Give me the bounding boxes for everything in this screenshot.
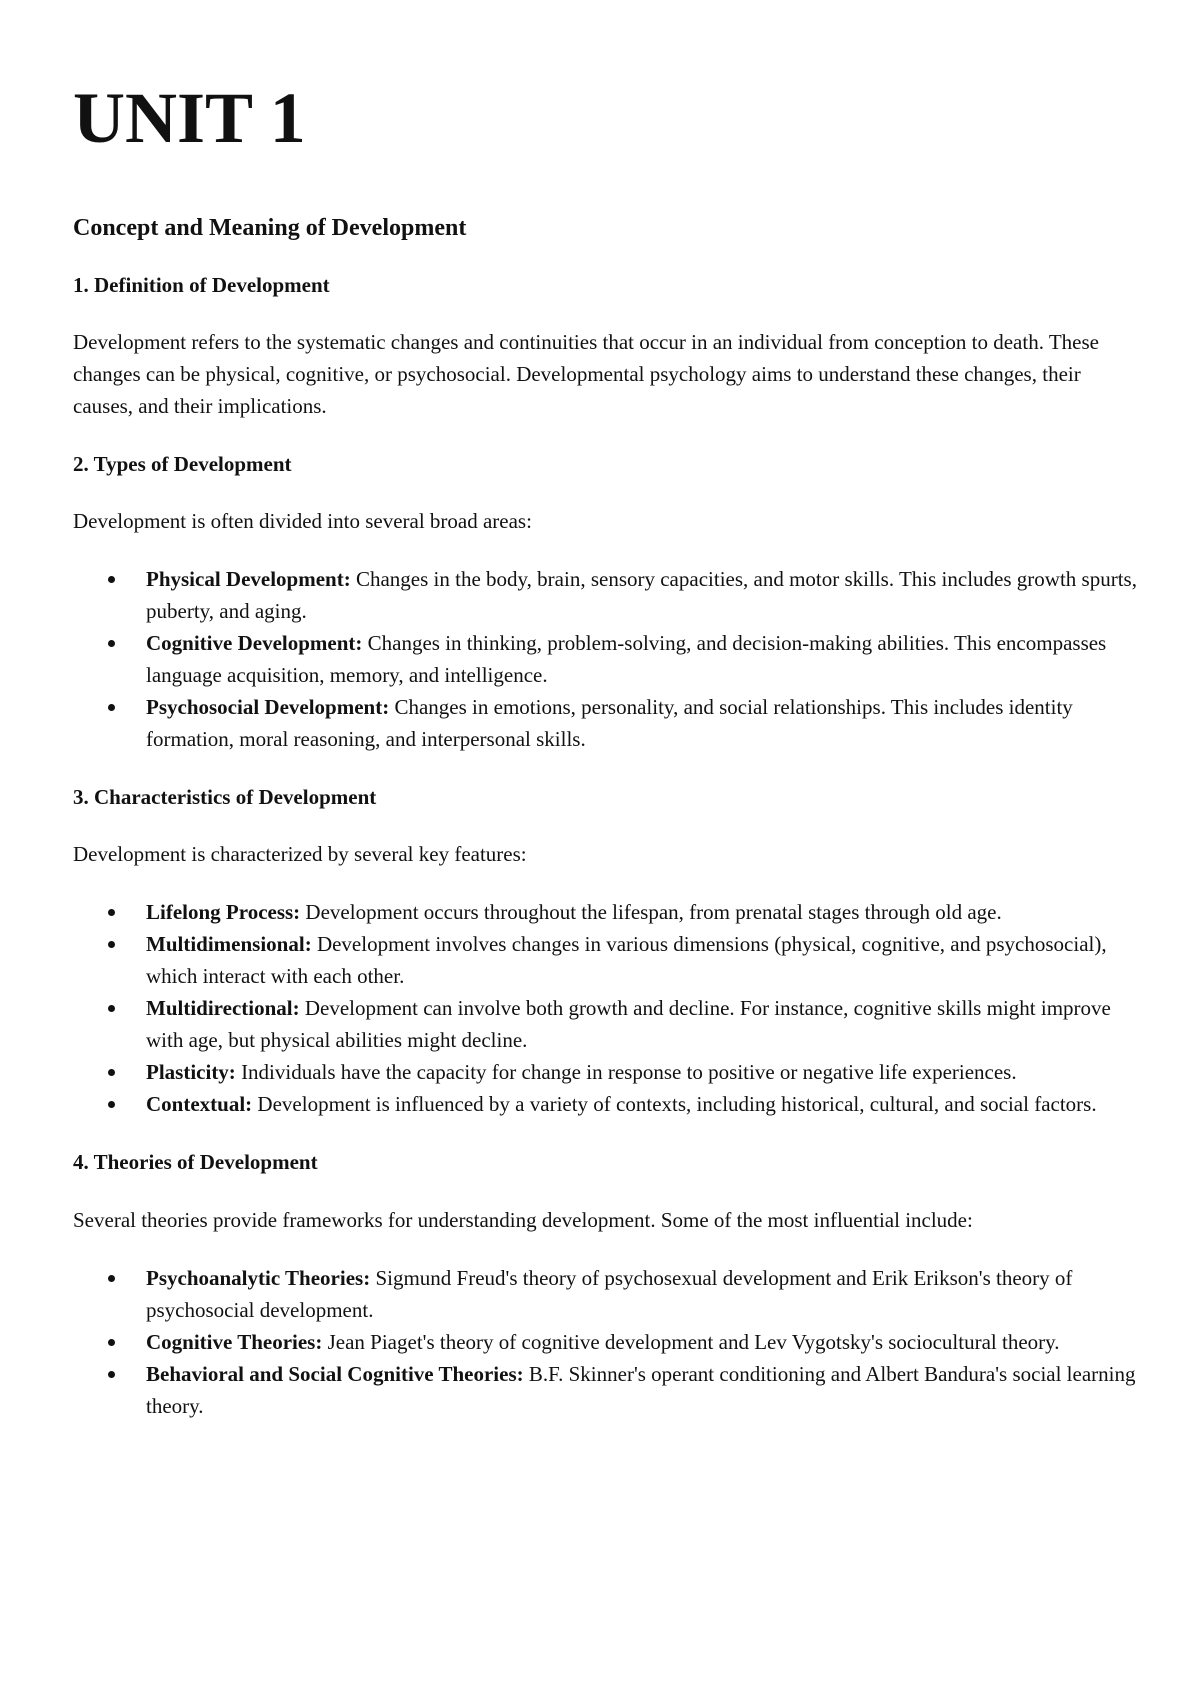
- main-heading: Concept and Meaning of Development: [73, 215, 467, 241]
- list-item-term: Contextual:: [146, 1092, 253, 1117]
- list-item-text: Development involves changes in various dimensions (physical, cognitive, and psychosocial), which interact with each other.: [146, 932, 1107, 989]
- section-heading: 3. Characteristics of Development: [73, 785, 377, 810]
- bullet-icon: [108, 1275, 115, 1282]
- list-item-text: B.F. Skinner's operant conditioning and Albert Bandura's social learning theory.: [146, 1361, 1136, 1418]
- list-item: [73, 1358, 1140, 1422]
- list-item-term: Psychosocial Development:: [146, 695, 390, 720]
- list-item-text: Changes in thinking, problem-solving, and decision-making abilities. This encompasses language acquisition, memory, and intelligence.: [146, 631, 1107, 688]
- section-characteristics: [73, 785, 1140, 1120]
- list-item-text: Changes in the body, brain, sensory capacities, and motor skills. This includes growth spurts, puberty, and aging.: [146, 567, 1137, 624]
- bullet-icon: [108, 640, 115, 647]
- list-item-term: Multidimensional:: [146, 932, 312, 957]
- list-item: [73, 1326, 1140, 1358]
- list-item: [73, 627, 1140, 691]
- bullet-icon: [108, 941, 115, 948]
- list-item: [73, 1262, 1140, 1326]
- bullet-icon: [108, 704, 115, 711]
- list-item-term: Cognitive Theories:: [146, 1329, 323, 1354]
- list-item: [73, 563, 1140, 627]
- list-item-text: Jean Piaget's theory of cognitive development and Lev Vygotsky's sociocultural theory.: [322, 1329, 1060, 1354]
- list-item-text: Development occurs throughout the lifespan, from prenatal stages through old age.: [300, 900, 1002, 925]
- section-paragraph: Development refers to the systematic changes and continuities that occur in an individual from conception to death. These changes can be physical, cognitive, or psychosocial. Developmental psychology aims to understand these changes, their causes, and their implications.: [73, 329, 1099, 418]
- bullet-icon: [108, 909, 115, 916]
- list-item-term: Multidirectional:: [146, 996, 300, 1021]
- unit-title: UNIT 1: [73, 78, 306, 158]
- list-item-text: Sigmund Freud's theory of psychosexual development and Erik Erikson's theory of psychosocial development.: [146, 1265, 1073, 1322]
- section-types: [73, 452, 1140, 755]
- section-paragraph: Several theories provide frameworks for understanding development. Some of the most influential include:: [73, 1207, 973, 1232]
- section-heading: 2. Types of Development: [73, 451, 292, 476]
- list-item-term: Plasticity:: [146, 1060, 236, 1085]
- section-theories: [73, 1150, 1140, 1421]
- section-paragraph: Development is often divided into several broad areas:: [73, 509, 532, 534]
- bullet-icon: [108, 1069, 115, 1076]
- list-item-text: Development is influenced by a variety of contexts, including historical, cultural, and social factors.: [252, 1092, 1097, 1117]
- bullet-list: [73, 896, 1140, 1120]
- list-item-term: Psychoanalytic Theories:: [146, 1265, 371, 1290]
- bullet-list: [73, 1262, 1140, 1422]
- section-paragraph: Development is characterized by several key features:: [73, 842, 527, 867]
- bullet-icon: [108, 1371, 115, 1378]
- list-item: [73, 992, 1140, 1056]
- bullet-icon: [108, 1101, 115, 1108]
- list-item: [73, 928, 1140, 992]
- list-item-text: Changes in emotions, personality, and social relationships. This includes identity formation, moral reasoning, and interpersonal skills.: [146, 695, 1073, 752]
- list-item-text: Individuals have the capacity for change in response to positive or negative life experiences.: [235, 1060, 1017, 1085]
- list-item-term: Cognitive Development:: [146, 631, 363, 656]
- list-item: [73, 1056, 1140, 1088]
- list-item-term: Behavioral and Social Cognitive Theories:: [146, 1361, 524, 1386]
- bullet-icon: [108, 1339, 115, 1346]
- bullet-list: [73, 563, 1140, 755]
- section-definition: [73, 273, 1140, 422]
- list-item-term: Lifelong Process:: [146, 900, 301, 925]
- list-item: [73, 896, 1140, 928]
- list-item-text: Development can involve both growth and decline. For instance, cognitive skills might improve with age, but physical abilities might decline.: [146, 996, 1111, 1053]
- section-heading: 1. Definition of Development: [73, 272, 330, 297]
- section-heading: 4. Theories of Development: [73, 1150, 318, 1175]
- bullet-icon: [108, 576, 115, 583]
- list-item-term: Physical Development:: [146, 567, 351, 592]
- list-item: [73, 691, 1140, 755]
- bullet-icon: [108, 1005, 115, 1012]
- list-item: [73, 1088, 1140, 1120]
